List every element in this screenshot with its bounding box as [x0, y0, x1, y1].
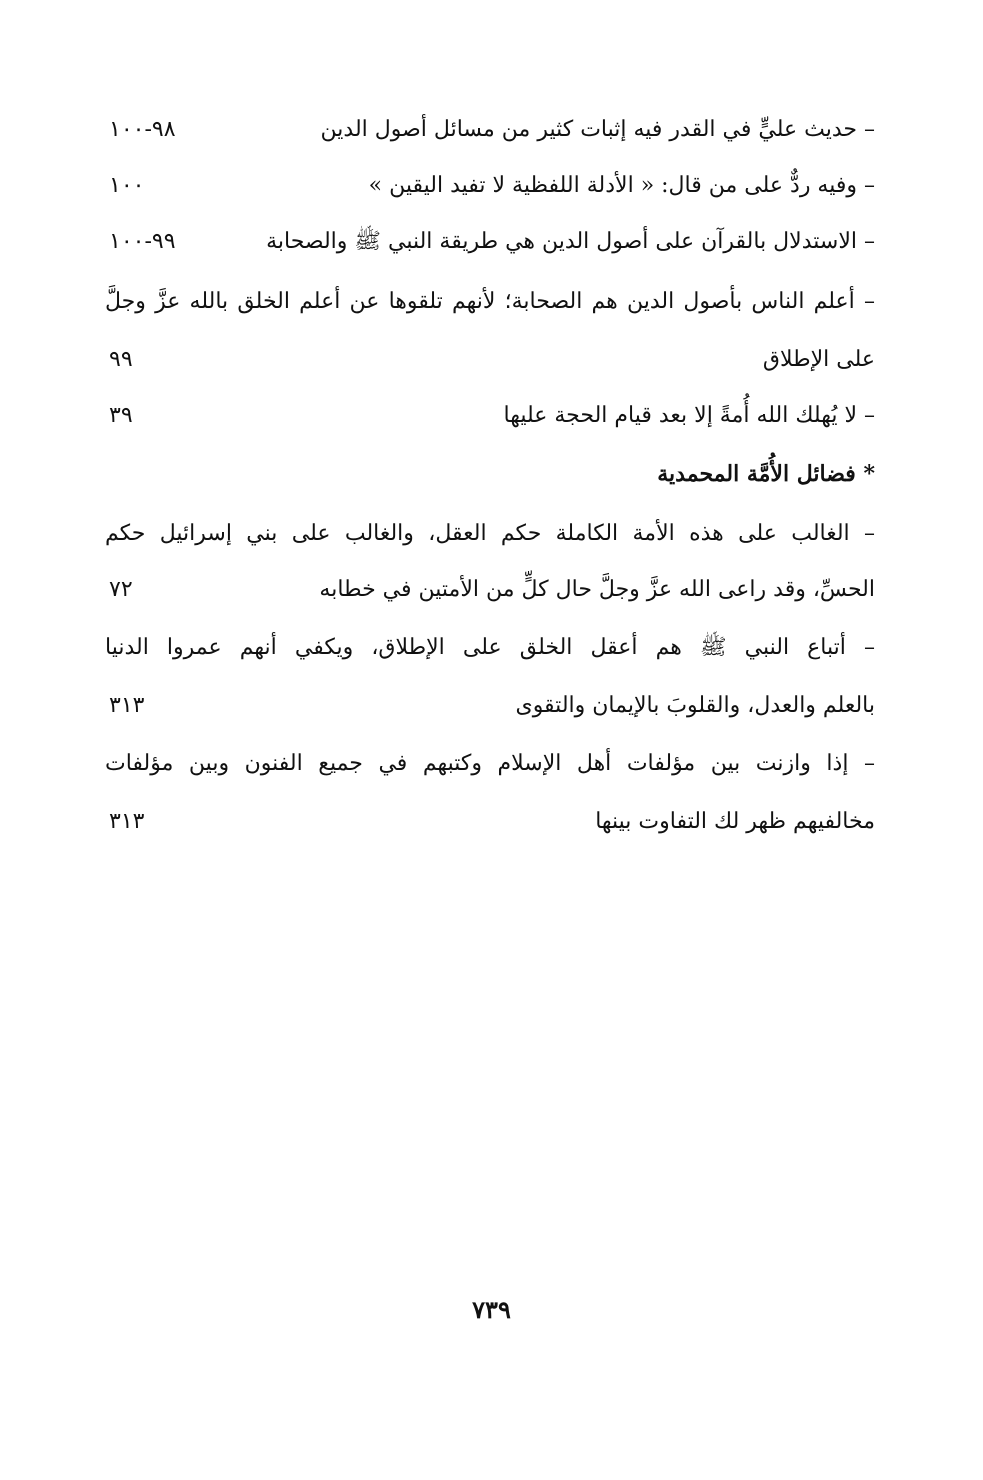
section-heading	[105, 452, 875, 496]
index-entry	[105, 164, 875, 208]
entry-text: بالعلم والعدل، والقلوبَ بالإيمان والتقوى	[515, 693, 875, 718]
entry-pages: ٣١٣	[109, 809, 145, 834]
entry-text: مخالفيهم ظهر لك التفاوت بينها	[595, 809, 875, 834]
index-entry-line2	[105, 338, 875, 382]
index-entry	[105, 220, 875, 264]
index-entry-line1	[105, 626, 875, 670]
entry-text: – لا يُهلك الله أُمةً إلا بعد قيام الحجة عليها	[503, 403, 875, 428]
entry-text: – الاستدلال بالقرآن على أصول الدين هي طريقة النبي ﷺ والصحابة	[266, 229, 875, 254]
entry-text: – حديث عليٍّ في القدر فيه إثبات كثير من مسائل أصول الدين	[320, 117, 875, 142]
index-entry	[105, 394, 875, 438]
index-entry-line2	[105, 684, 875, 728]
page-number: ٧٣٩	[472, 1295, 511, 1324]
index-entry-line2	[105, 568, 875, 612]
entry-text: – أتباع النبي ﷺ هم أعقل الخلق على الإطلاق، ويكفي أنهم عمروا الدنيا	[105, 635, 875, 660]
entry-text: – أعلم الناس بأصول الدين هم الصحابة؛ لأنهم تلقوها عن أعلم الخلق بالله عزَّ وجلَّ	[105, 289, 875, 314]
index-entry-line1	[105, 280, 875, 324]
section-heading-text: * فضائل الأُمَّة المحمدية	[657, 461, 875, 487]
index-entry-line2	[105, 800, 875, 844]
entry-pages: ٣١٣	[109, 693, 145, 718]
entry-pages: ١٠٠	[109, 173, 145, 198]
entry-text: – الغالب على هذه الأمة الكاملة حكم العقل، والغالب على بني إسرائيل حكم	[105, 521, 875, 546]
index-entry-line1	[105, 512, 875, 556]
entry-text: – إذا وازنت بين مؤلفات أهل الإسلام وكتبهم في جميع الفنون وبين مؤلفات	[105, 751, 875, 776]
entry-text: على الإطلاق	[762, 347, 875, 372]
entry-text: – وفيه ردٌّ على من قال: « الأدلة اللفظية لا تفيد اليقين »	[368, 173, 875, 198]
index-entry-line1	[105, 742, 875, 786]
entry-text: الحسِّ، وقد راعى الله عزَّ وجلَّ حال كلٍّ من الأمتين في خطابه	[319, 577, 875, 602]
entry-pages: ٣٩	[109, 403, 133, 428]
entry-pages: ٧٢	[109, 577, 133, 602]
entry-pages: ٩٨-١٠٠	[109, 117, 176, 142]
entry-pages: ٩٩-١٠٠	[109, 229, 176, 254]
entry-pages: ٩٩	[109, 347, 133, 372]
index-entry	[105, 108, 875, 152]
